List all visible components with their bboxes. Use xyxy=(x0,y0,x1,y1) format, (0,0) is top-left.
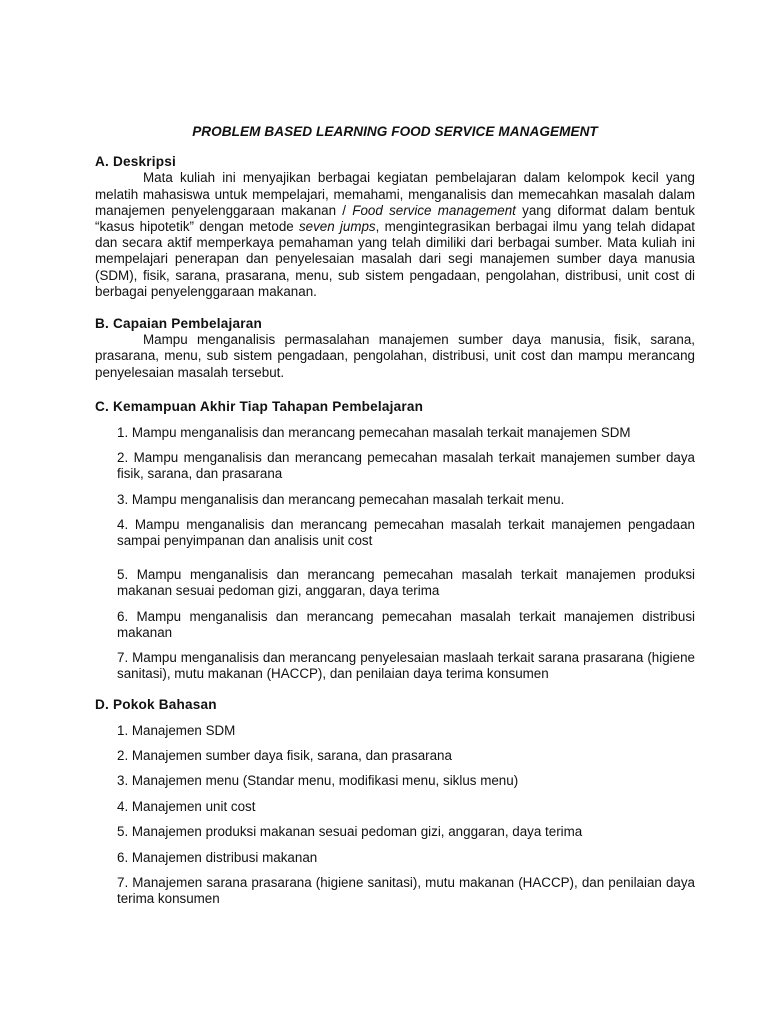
list-item: 1. Mampu menganalisis dan merancang pemecahan masalah terkait manajemen SDM xyxy=(117,425,631,441)
section-a-text-2: yang diformat dalam bentuk “kasus hipotetik” dengan metode xyxy=(95,202,696,235)
section-a-heading: A. Deskripsi xyxy=(95,154,176,170)
section-c-list xyxy=(95,425,695,682)
section-a-italic-2: seven jumps xyxy=(298,219,376,235)
list-item: 3. Manajemen menu (Standar menu, modifikasi menu, siklus menu) xyxy=(117,773,519,789)
section-a-text-1: Mata kuliah ini menyajikan berbagai kegiatan pembelajaran dalam kelompok kecil yang melatih mahasiswa untuk mempelajari, memahami, menganalisis dan memecahkan masalah dalam manajemen penyelenggaraan makanan / xyxy=(95,170,695,218)
section-a-description xyxy=(95,170,695,300)
list-item: 4. Manajemen unit cost xyxy=(117,798,256,814)
list-item: 4. Mampu menganalisis dan merancang pemecahan masalah terkait manajemen pengadaan sampai penyimpanan dan analisis unit cost xyxy=(117,516,695,549)
document-title: PROBLEM BASED LEARNING FOOD SERVICE MANAGEMENT xyxy=(192,124,598,139)
list-item: 5. Mampu menganalisis dan merancang pemecahan masalah terkait manajemen produksi makanan sesuai pedoman gizi, anggaran, daya terima xyxy=(117,567,695,599)
list-item: 2. Manajemen sumber daya fisik, sarana, dan prasarana xyxy=(117,748,452,764)
list-item: 3. Mampu menganalisis dan merancang pemecahan masalah terkait menu. xyxy=(117,491,565,507)
section-a-text-3: , mengintegrasikan berbagai ilmu yang telah didapat dan secara aktif memperkaya pemahaman yang telah dimiliki dari berbagai sumber. Mata kuliah ini mempelajari penerapan dan penyelesaian masalah dari segi manajemen sumber daya manusia (SDM), fisik, sarana, prasarana, menu, sub sistem pengadaan, pengolahan, distribusi, unit cost di berbagai penyelenggaraan makanan. xyxy=(95,219,695,299)
list-item: 5. Manajemen produksi makanan sesuai pedoman gizi, anggaran, daya terima xyxy=(117,824,583,840)
section-d-heading: D. Pokok Bahasan xyxy=(95,697,217,713)
section-c-heading: C. Kemampuan Akhir Tiap Tahapan Pembelajaran xyxy=(95,398,424,414)
list-item: 2. Mampu menganalisis dan merancang pemecahan masalah terkait manajemen sumber daya fisik, sarana, dan prasarana xyxy=(117,450,695,482)
list-item: 6. Mampu menganalisis dan merancang pemecahan masalah terkait manajemen distribusi makanan xyxy=(117,608,695,640)
list-item: 6. Manajemen distribusi makanan xyxy=(117,849,318,865)
document-page xyxy=(95,124,695,917)
list-item: 7. Manajemen sarana prasarana (higiene sanitasi), mutu makanan (HACCP), dan penilaian daya terima konsumen xyxy=(117,875,695,907)
list-item: 7. Mampu menganalisis dan merancang penyelesaian maslaah terkait sarana prasarana (higiene sanitasi), mutu makanan (HACCP), dan penilaian daya terima konsumen xyxy=(117,650,695,682)
section-b-text: Mampu menganalisis permasalahan manajemen sumber daya manusia, fisik, sarana, prasarana, menu, sub sistem pengadaan, pengolahan, distribusi, unit cost dan mampu merancang penyelesaian masalah tersebut. xyxy=(95,332,695,380)
section-d-list xyxy=(95,723,695,908)
section-b-heading: B. Capaian Pembelajaran xyxy=(95,316,263,332)
list-item: 1. Manajemen SDM xyxy=(117,722,236,738)
section-a-italic-1: Food service management xyxy=(352,202,516,218)
